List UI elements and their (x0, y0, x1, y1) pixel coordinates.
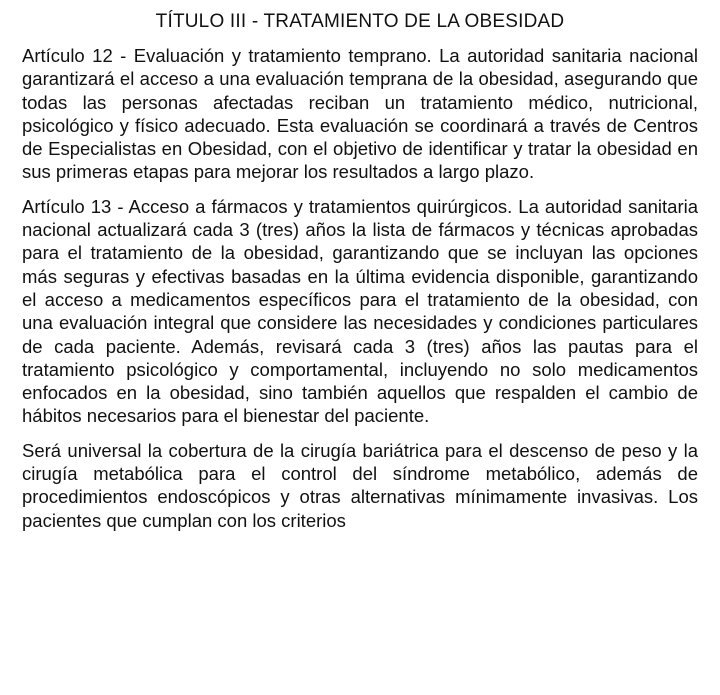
section-title: TÍTULO III - TRATAMIENTO DE LA OBESIDAD (155, 11, 565, 32)
coverage-paragraph: Será universal la cobertura de la cirugía bariátrica para el descenso de peso y la cirugía metabólica para el control del síndrome metabólico, además de procedimientos endoscópicos y otras alternativas mínimamente invasivas. Los pacientes que cumplan con los criterios (22, 439, 698, 531)
article-12-paragraph: Artículo 12 - Evaluación y tratamiento temprano. La autoridad sanitaria nacional garantizará el acceso a una evaluación temprana de la obesidad, asegurando que todas las personas afectadas reciban un tratamiento médico, nutricional, psicológico y físico adecuado. Esta evaluación se coordinará a través de Centros de Especialistas en Obesidad, con el objetivo de identificar y tratar la obesidad en sus primeras etapas para mejorar los resultados a largo plazo. (22, 45, 698, 183)
article-13-paragraph: Artículo 13 - Acceso a fármacos y tratamientos quirúrgicos. La autoridad sanitaria nacional actualizará cada 3 (tres) años la lista de fármacos y técnicas aprobadas para el tratamiento de la obesidad, garantizando que se incluyan las opciones más seguras y efectivas basadas en la última evidencia disponible, garantizando el acceso a medicamentos específicos para el tratamiento de la obesidad, con una evaluación integral que considere las necesidades y condiciones particulares de cada paciente. Además, revisará cada 3 (tres) años las pautas para el tratamiento psicológico y comportamental, incluyendo no solo medicamentos enfocados en la obesidad, sino también aquellos que respalden el cambio de hábitos necesarios para el bienestar del paciente. (22, 195, 698, 427)
